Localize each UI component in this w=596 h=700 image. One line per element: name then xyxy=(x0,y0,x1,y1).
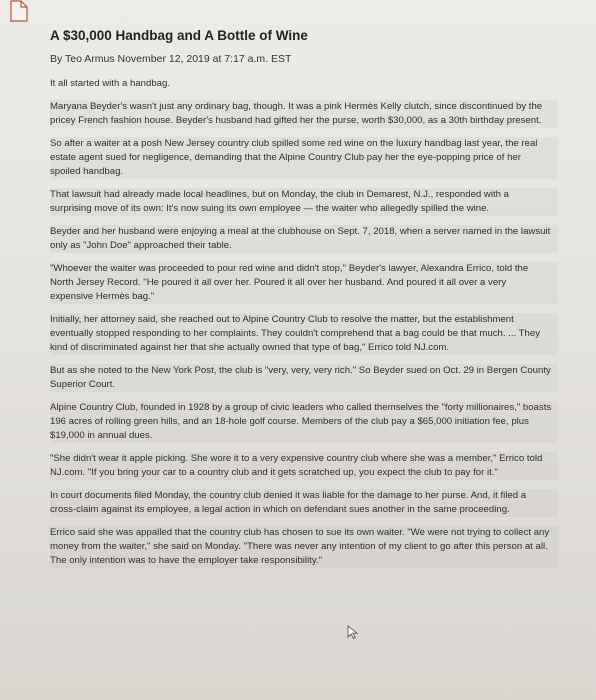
document-icon xyxy=(6,0,32,22)
paragraph: "Whoever the waiter was proceeded to pour red wine and didn't stop," Beyder's lawyer, Alexandra Errico, told the North Jersey Record. "He poured it all over her. Poured it all over her husband. And poured it all over a very expensive Hermès bag." xyxy=(50,262,558,304)
paragraph: "She didn't wear it apple picking. She wore it to a very expensive country club where she was a member," Errico told NJ.com. "If you bring your car to a country club and it gets scratched up, you expect the club to pay for it." xyxy=(50,452,558,480)
paragraph: Beyder and her husband were enjoying a meal at the clubhouse on Sept. 7, 2018, when a server named in the lawsuit only as "John Doe" approached their table. xyxy=(50,225,558,253)
paragraph: Errico said she was appalled that the country club has chosen to sue its own waiter. "We were not trying to collect any money from the waiter," she said on Monday. "There was never any intention of my client to go after this person at all. The only intention was to have the employer take responsibility." xyxy=(50,526,558,568)
paragraph: In court documents filed Monday, the country club denied it was liable for the damage to her purse. And, it filed a cross-claim against its employee, a legal action in which on defendant sues another in the same proceeding. xyxy=(50,489,558,517)
article-title: A $30,000 Handbag and A Bottle of Wine xyxy=(50,28,308,43)
paragraph: Alpine Country Club, founded in 1928 by a group of civic leaders who called themselves the "forty millionaires," boasts 196 acres of rolling green hills, and an 18-hole golf course. Members of the club pay a $65,000 initiation fee, plus $19,000 in annual dues. xyxy=(50,401,558,443)
paragraph: Maryana Beyder's wasn't just any ordinary bag, though. It was a pink Hermès Kelly clutch, since discontinued by the pricey French fashion house. Beyder's husband had gifted her the purse, worth $30,000, as a 30th birthday present. xyxy=(50,100,558,128)
mouse-pointer-icon xyxy=(347,625,359,639)
paragraph: So after a waiter at a posh New Jersey country club spilled some red wine on the luxury handbag last year, the real estate agent sued for negligence, demanding that the Alpine Country Club pay her the eye-popping price of her spoiled handbag. xyxy=(50,137,558,179)
article xyxy=(36,22,558,577)
article-byline: By Teo Armus November 12, 2019 at 7:17 a.m. EST xyxy=(50,53,292,65)
paragraph-list xyxy=(36,77,558,568)
paragraph: Initially, her attorney said, she reached out to Alpine Country Club to resolve the matter, but the establishment eventually stopped responding to her complaints. They couldn't comprehend that a bag could be that much. ... They kind of discriminated against her that she actually owned that type of bag," Errico told NJ.com. xyxy=(50,313,558,355)
paragraph: It all started with a handbag. xyxy=(50,78,170,89)
paragraph: That lawsuit had already made local headlines, but on Monday, the club in Demarest, N.J., responded with a surprising move of its own: It's now suing its own employee — the waiter who allegedly spilled the wine. xyxy=(50,188,558,216)
paragraph: But as she noted to the New York Post, the club is "very, very, very rich." So Beyder sued on Oct. 29 in Bergen County Superior Court. xyxy=(50,364,558,392)
